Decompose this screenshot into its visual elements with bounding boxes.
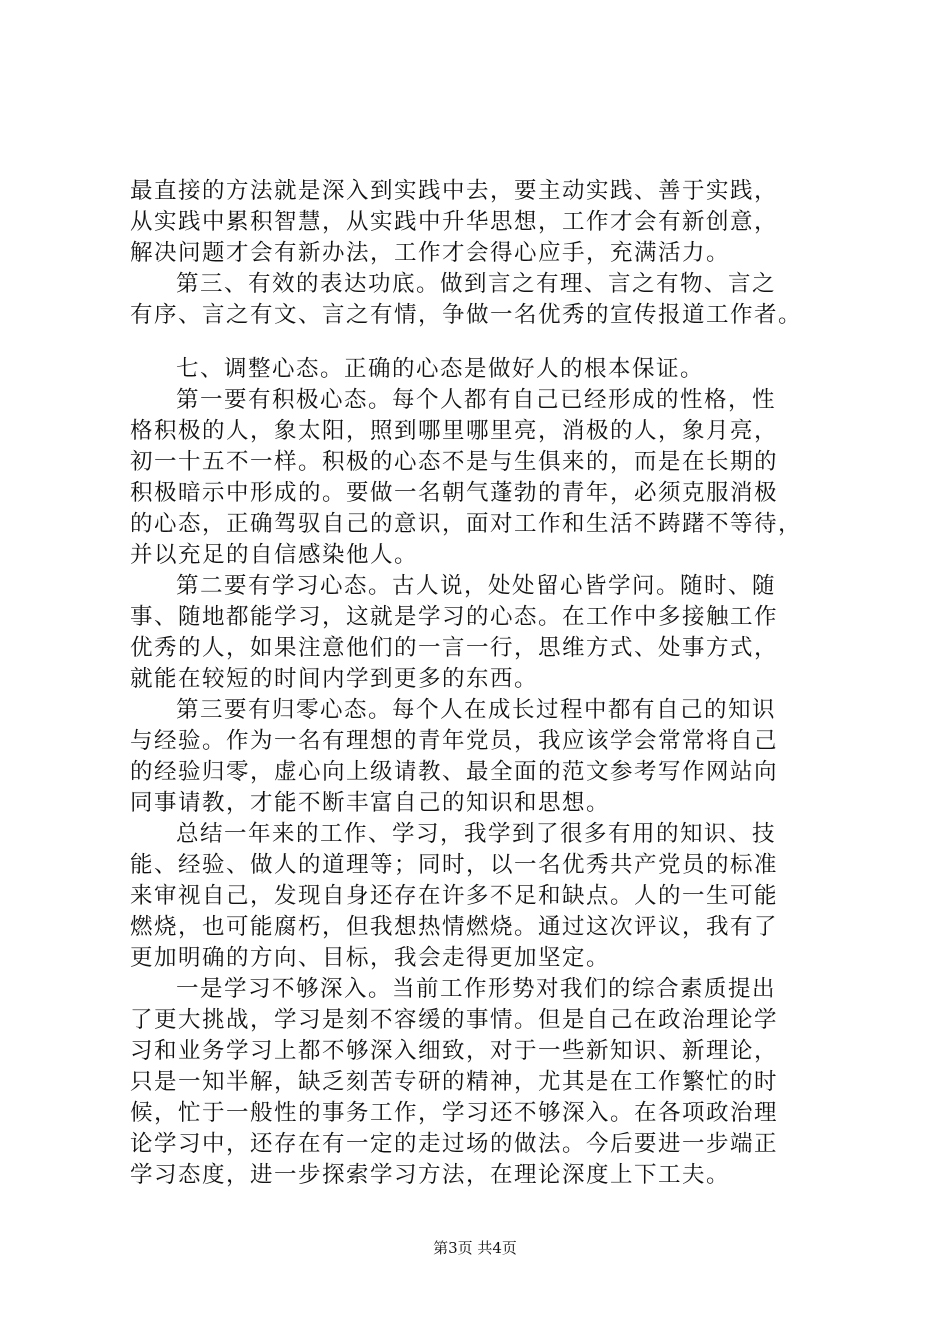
- paragraph-line: 了更大挑战，学习是刻不容缓的事情。但是自己在政治理论学: [130, 1007, 779, 1033]
- paragraph-line: 更加明确的方向、目标，我会走得更加坚定。: [130, 945, 611, 971]
- paragraph-line: 的心态，正确驾驭自己的意识，面对工作和生活不踌躇不等待，: [130, 511, 803, 537]
- document-body: [130, 176, 842, 1191]
- paragraph-line: 燃烧，也可能腐朽，但我想热情燃烧。通过这次评议，我有了: [130, 914, 779, 940]
- paragraph-line: 的经验归零，虚心向上级请教、最全面的范文参考写作网站向: [130, 759, 779, 785]
- paragraph-line: 并以充足的自信感染他人。: [130, 542, 419, 568]
- paragraph-start: 一是学习不够深入。当前工作形势对我们的综合素质提出: [176, 976, 777, 1002]
- paragraph-start: 第一要有积极心态。每个人都有自己已经形成的性格，性: [176, 387, 777, 413]
- paragraph-line: 论学习中，还存在有一定的走过场的做法。今后要进一步端正: [130, 1131, 779, 1157]
- page-number-footer: 第3页 共4页: [433, 1239, 517, 1257]
- paragraph-line: 解决问题才会有新办法，工作才会得心应手，充满活力。: [130, 240, 731, 266]
- paragraph-line: 候，忙于一般性的事务工作，学习还不够深入。在各项政治理: [130, 1100, 779, 1126]
- paragraph-start: 总结一年来的工作、学习，我学到了很多有用的知识、技: [176, 821, 777, 847]
- paragraph-gap: [130, 331, 842, 354]
- paragraph-start: 第三、有效的表达功底。做到言之有理、言之有物、言之: [176, 271, 777, 297]
- paragraph-line: 只是一知半解，缺乏刻苦专研的精神，尤其是在工作繁忙的时: [130, 1069, 779, 1095]
- section-heading: 七、调整心态。正确的心态是做好人的根本保证。: [176, 356, 705, 382]
- paragraph-start: 第三要有归零心态。每个人在成长过程中都有自己的知识: [176, 697, 777, 723]
- paragraph-line: 就能在较短的时间内学到更多的东西。: [130, 666, 539, 692]
- paragraph-line: 能、经验、做人的道理等；同时，以一名优秀共产党员的标准: [130, 852, 779, 878]
- paragraph-line: 有序、言之有文、言之有情，争做一名优秀的宣传报道工作者。: [130, 302, 803, 328]
- paragraph-line: 来审视自己，发现自身还存在许多不足和缺点。人的一生可能: [130, 883, 779, 909]
- paragraph-line: 初一十五不一样。积极的心态不是与生俱来的，而是在长期的: [130, 449, 779, 475]
- paragraph-line: 习和业务学习上都不够深入细致，对于一些新知识、新理论，: [130, 1038, 779, 1064]
- paragraph-line: 优秀的人，如果注意他们的一言一行，思维方式、处事方式，: [130, 635, 779, 661]
- paragraph-line: 最直接的方法就是深入到实践中去，要主动实践、善于实践，: [130, 178, 779, 204]
- paragraph-line: 格积极的人，象太阳，照到哪里哪里亮，消极的人，象月亮，: [130, 418, 779, 444]
- paragraph-line: 事、随地都能学习，这就是学习的心态。在工作中多接触工作: [130, 604, 779, 630]
- paragraph-line: 学习态度，进一步探索学习方法，在理论深度上下工夫。: [130, 1162, 731, 1188]
- paragraph-start: 第二要有学习心态。古人说，处处留心皆学问。随时、随: [176, 573, 777, 599]
- paragraph-line: 积极暗示中形成的。要做一名朝气蓬勃的青年，必须克服消极: [130, 480, 779, 506]
- paragraph-line: 与经验。作为一名有理想的青年党员，我应该学会常常将自己: [130, 728, 779, 754]
- paragraph-line: 从实践中累积智慧，从实践中升华思想，工作才会有新创意，: [130, 209, 779, 235]
- paragraph-line: 同事请教，才能不断丰富自己的知识和思想。: [130, 790, 611, 816]
